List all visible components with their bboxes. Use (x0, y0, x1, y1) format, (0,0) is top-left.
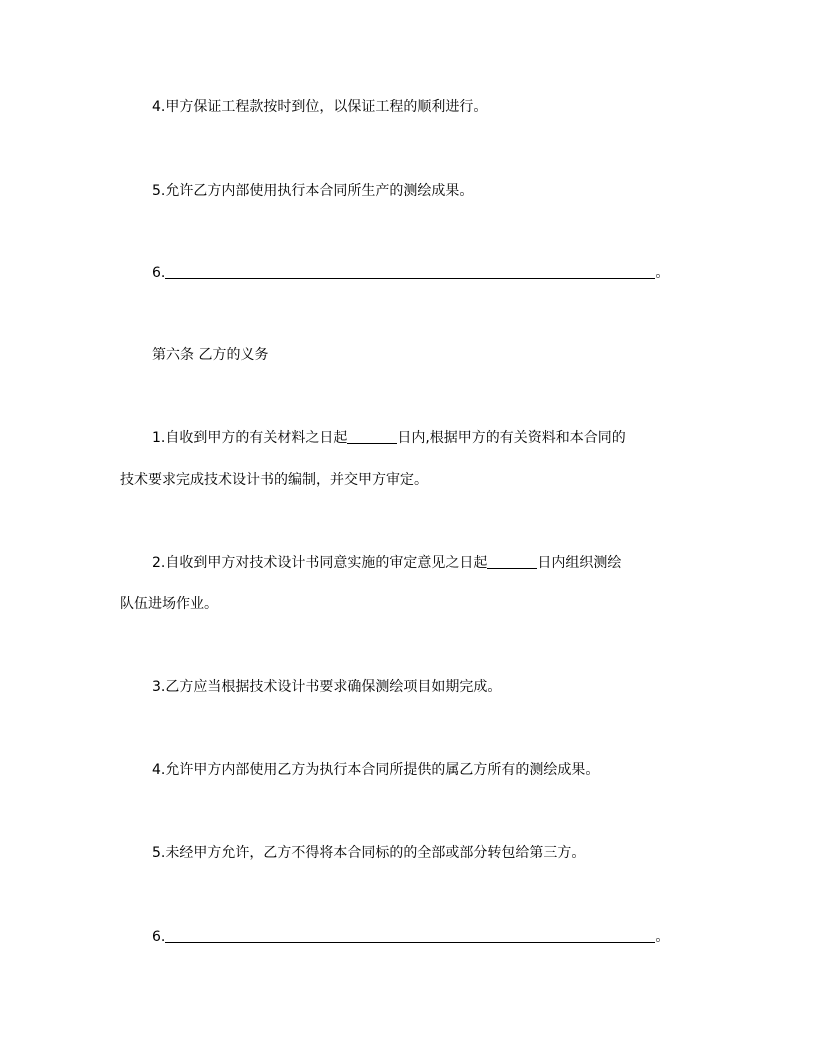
article-6-heading (152, 345, 268, 365)
clause-text: 日内组织测绘 (537, 555, 622, 571)
clause-number: 6. (152, 265, 166, 281)
clause-4-party-a-payment (152, 97, 487, 117)
clause-5-party-b (152, 843, 585, 863)
clause-3-party-b (152, 677, 501, 697)
clause-6-party-a-blank (152, 263, 669, 283)
clause-1-party-b-line1 (152, 428, 626, 448)
clause-number: 6. (152, 929, 166, 945)
clause-text: 4.甲方保证工程款按时到位，以保证工程的顺利进行。 (152, 99, 488, 115)
clause-text: 日内,根据甲方的有关资料和本合同的 (397, 430, 626, 446)
clause-end-mark: 。 (655, 265, 670, 281)
clause-text: 2.自收到甲方对技术设计书同意实施的审定意见之日起 (152, 555, 488, 571)
clause-4-party-b (152, 760, 599, 780)
article-heading-text: 第六条 乙方的义务 (152, 347, 269, 363)
clause-5-party-a-permission (152, 181, 473, 201)
clause-text: 5.允许乙方内部使用执行本合同所生产的测绘成果。 (152, 183, 474, 199)
clause-text: 3.乙方应当根据技术设计书要求确保测绘项目如期完成。 (152, 679, 502, 695)
fill-in-blank (165, 264, 655, 279)
clause-text: 5.未经甲方允许，乙方不得将本合同标的的全部或部分转包给第三方。 (152, 845, 586, 861)
clause-text: 技术要求完成技术设计书的编制，并交甲方审定。 (120, 472, 428, 488)
clause-2-party-b-line2 (120, 594, 218, 614)
days-blank (487, 554, 537, 569)
fill-in-blank (165, 928, 655, 943)
clause-1-party-b-line2 (120, 470, 428, 490)
clause-end-mark: 。 (655, 929, 670, 945)
days-blank (347, 429, 397, 444)
clause-text: 4.允许甲方内部使用乙方为执行本合同所提供的属乙方所有的测绘成果。 (152, 762, 600, 778)
clause-6-party-b-blank (152, 927, 669, 947)
clause-text: 队伍进场作业。 (120, 596, 218, 612)
clause-text: 1.自收到甲方的有关材料之日起 (152, 430, 348, 446)
clause-2-party-b-line1 (152, 553, 621, 573)
